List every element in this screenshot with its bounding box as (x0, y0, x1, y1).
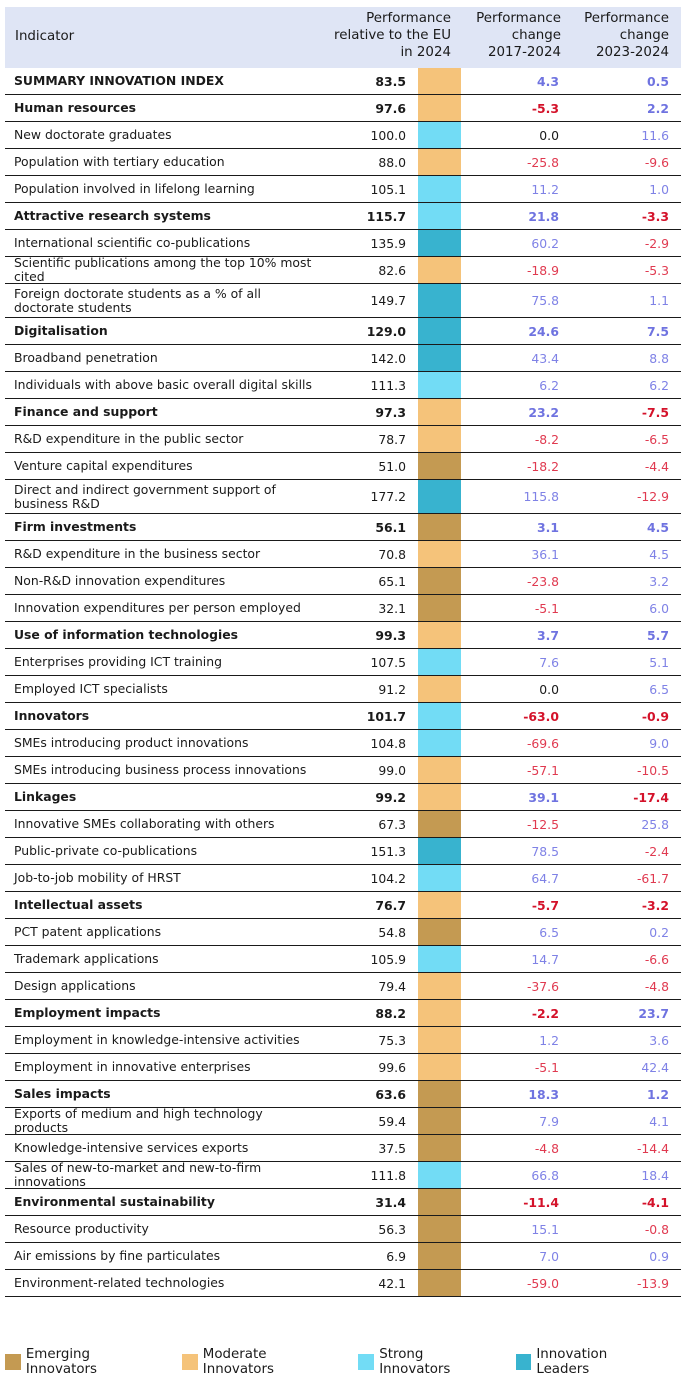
change-2023-2024-value: 23.7 (638, 1005, 669, 1021)
indicator-name: Sales impacts (14, 1086, 111, 1101)
change-2023-2024-value: -4.1 (641, 1194, 669, 1210)
table-row (5, 480, 681, 514)
performance-relative-value: 88.2 (375, 1005, 406, 1021)
change-2023-2024-value: -4.4 (644, 458, 669, 474)
header-change-2023-2024 (563, 10, 669, 61)
header-change-long-line: change (511, 28, 561, 43)
indicator-name: Innovators (14, 708, 90, 723)
table-body (5, 68, 681, 1297)
performance-relative-value: 63.6 (375, 1086, 406, 1102)
change-2023-2024-value: -0.9 (641, 708, 669, 724)
change-2023-2024-value: -17.4 (633, 789, 669, 805)
performance-relative-value: 99.6 (378, 1059, 406, 1075)
table-row (5, 541, 681, 568)
performance-relative-value: 99.2 (375, 789, 406, 805)
table-row (5, 426, 681, 453)
table-row-section (5, 318, 681, 345)
table-row (5, 149, 681, 176)
indicator-name: Knowledge-intensive services exports (14, 1140, 249, 1155)
table-row (5, 757, 681, 784)
performance-relative-value: 151.3 (370, 843, 406, 859)
change-2017-2024-value: 66.8 (531, 1167, 559, 1183)
performance-relative-value: 100.0 (370, 127, 406, 143)
indicator-name: International scientific co-publications (14, 235, 251, 250)
change-2023-2024-value: 25.8 (641, 816, 669, 832)
change-2017-2024-value: -8.2 (534, 431, 559, 447)
table-row (5, 865, 681, 892)
table-row (5, 453, 681, 480)
indicator-name: Air emissions by fine particulates (14, 1248, 221, 1263)
change-2023-2024-value: 1.0 (649, 181, 669, 197)
change-2023-2024-value: 9.0 (649, 735, 669, 751)
indicator-name: Scientific publications among the top 10% most cited (14, 255, 312, 284)
change-2023-2024-value: -3.3 (641, 208, 669, 224)
table-row (5, 122, 681, 149)
change-2017-2024-value: 43.4 (531, 350, 559, 366)
table-row-section (5, 703, 681, 730)
change-2017-2024-value: 24.6 (528, 323, 559, 339)
table-row (5, 1027, 681, 1054)
table-row (5, 568, 681, 595)
table-row-section (5, 784, 681, 811)
table-row (5, 676, 681, 703)
performance-relative-value: 76.7 (375, 897, 406, 913)
indicator-name: Job-to-job mobility of HRST (14, 870, 181, 885)
change-2017-2024-value: 18.3 (528, 1086, 559, 1102)
performance-relative-value: 56.1 (375, 519, 406, 535)
change-2017-2024-value: 64.7 (531, 870, 559, 886)
header-performance-relative-line: Performance (366, 11, 451, 26)
table-row-section (5, 203, 681, 230)
change-2017-2024-value: 60.2 (531, 235, 559, 251)
change-2023-2024-value: 4.1 (649, 1113, 669, 1129)
indicator-name: Digitalisation (14, 323, 108, 338)
performance-relative-value: 105.1 (370, 181, 406, 197)
table-row-section (5, 95, 681, 122)
change-2023-2024-value: 3.2 (649, 573, 669, 589)
table-row-section (5, 622, 681, 649)
indicator-name: Employed ICT specialists (14, 681, 168, 696)
change-2017-2024-value: 15.1 (531, 1221, 559, 1237)
indicator-name: New doctorate graduates (14, 127, 172, 142)
change-2023-2024-value: 6.0 (649, 600, 669, 616)
performance-relative-value: 101.7 (366, 708, 406, 724)
indicator-name: Linkages (14, 789, 77, 804)
legend-swatch (5, 1354, 21, 1370)
performance-relative-value: 54.8 (378, 924, 406, 940)
table-row (5, 1162, 681, 1189)
legend-label: Moderate Innovators (202, 1347, 274, 1377)
table-row (5, 838, 681, 865)
table-row (5, 919, 681, 946)
performance-relative-value: 111.3 (370, 377, 406, 393)
indicator-name: Venture capital expenditures (14, 458, 193, 473)
table-row-section (5, 1000, 681, 1027)
table-row-section (5, 399, 681, 426)
change-2017-2024-value: -11.4 (523, 1194, 559, 1210)
change-2017-2024-value: 6.5 (539, 924, 559, 940)
change-2023-2024-value: -0.8 (644, 1221, 669, 1237)
performance-relative-value: 32.1 (378, 600, 406, 616)
legend-item (182, 1347, 340, 1377)
header-change-short-line: 2023-2024 (596, 45, 669, 60)
change-2023-2024-value: -4.8 (644, 978, 669, 994)
change-2023-2024-value: -2.4 (644, 843, 669, 859)
performance-relative-value: 99.3 (375, 627, 406, 643)
change-2017-2024-value: 6.2 (539, 377, 559, 393)
header-change-2017-2024 (453, 10, 561, 61)
performance-relative-value: 83.5 (375, 73, 406, 89)
change-2017-2024-value: -57.1 (526, 762, 559, 778)
header-indicator: Indicator (15, 29, 75, 44)
performance-relative-value: 99.0 (378, 762, 406, 778)
change-2023-2024-value: 4.5 (647, 519, 669, 535)
performance-relative-value: 88.0 (378, 154, 406, 170)
performance-relative-value: 135.9 (370, 235, 406, 251)
change-2017-2024-value: -5.3 (531, 100, 559, 116)
table-row-section (5, 1189, 681, 1216)
change-2017-2024-value: 14.7 (531, 951, 559, 967)
change-2017-2024-value: 23.2 (528, 404, 559, 420)
legend (5, 1347, 681, 1377)
change-2017-2024-value: -4.8 (534, 1140, 559, 1156)
change-2017-2024-value: -23.8 (526, 573, 559, 589)
indicator-name: Innovation expenditures per person employed (14, 600, 301, 615)
indicator-name: Resource productivity (14, 1221, 149, 1236)
legend-swatch (358, 1354, 374, 1370)
performance-relative-value: 56.3 (378, 1221, 406, 1237)
performance-relative-value: 104.2 (370, 870, 406, 886)
change-2023-2024-value: 8.8 (649, 350, 669, 366)
performance-relative-value: 115.7 (366, 208, 406, 224)
change-2023-2024-value: 0.2 (649, 924, 669, 940)
header-change-short-line: change (619, 28, 669, 43)
performance-relative-value: 42.1 (378, 1275, 406, 1291)
indicator-name: R&D expenditure in the business sector (14, 546, 261, 561)
table-row (5, 257, 681, 284)
change-2023-2024-value: -61.7 (636, 870, 669, 886)
header-performance-relative (323, 10, 451, 61)
table-row (5, 176, 681, 203)
change-2017-2024-value: -12.5 (526, 816, 559, 832)
performance-relative-value: 97.3 (375, 404, 406, 420)
change-2023-2024-value: 5.7 (647, 627, 669, 643)
change-2023-2024-value: 0.9 (649, 1248, 669, 1264)
performance-relative-value: 104.8 (370, 735, 406, 751)
change-2023-2024-value: 18.4 (641, 1167, 669, 1183)
indicator-name: Population involved in lifelong learning (14, 181, 255, 196)
table-row (5, 1054, 681, 1081)
indicator-name: Attractive research systems (14, 208, 211, 223)
indicator-name: SUMMARY INNOVATION INDEX (14, 73, 224, 88)
legend-label: Innovation Leaders (536, 1347, 608, 1377)
change-2017-2024-value: -59.0 (526, 1275, 559, 1291)
change-2023-2024-value: -6.5 (644, 431, 669, 447)
performance-relative-value: 78.7 (378, 431, 406, 447)
indicator-name: SMEs introducing product innovations (14, 735, 249, 750)
indicator-name: Public-private co-publications (14, 843, 198, 858)
table-row (5, 1270, 681, 1297)
performance-relative-value: 91.2 (378, 681, 406, 697)
indicator-name: Design applications (14, 978, 136, 993)
change-2017-2024-value: 21.8 (528, 208, 559, 224)
change-2017-2024-value: -18.2 (526, 458, 559, 474)
change-2023-2024-value: -14.4 (636, 1140, 669, 1156)
change-2017-2024-value: 7.6 (539, 654, 559, 670)
table-row (5, 1135, 681, 1162)
table-header (5, 7, 681, 68)
indicator-name: Direct and indirect government support of business R&D (14, 481, 276, 511)
performance-relative-value: 51.0 (378, 458, 406, 474)
legend-item (358, 1347, 497, 1377)
change-2017-2024-value: 3.1 (537, 519, 559, 535)
change-2023-2024-value: -12.9 (636, 489, 669, 504)
indicator-name: Population with tertiary education (14, 154, 225, 169)
change-2023-2024-value: 1.1 (649, 293, 669, 308)
table-row-section (5, 892, 681, 919)
change-2023-2024-value: -3.2 (641, 897, 669, 913)
performance-relative-value: 82.6 (378, 262, 406, 278)
change-2023-2024-value: 42.4 (641, 1059, 669, 1075)
change-2017-2024-value: -2.2 (531, 1005, 559, 1021)
change-2017-2024-value: -5.1 (534, 1059, 559, 1075)
change-2023-2024-value: -2.9 (644, 235, 669, 251)
change-2023-2024-value: 11.6 (641, 127, 669, 143)
indicator-name: Employment in knowledge-intensive activities (14, 1032, 300, 1047)
indicator-name: Foreign doctorate students as a % of all doctorate students (14, 285, 261, 315)
change-2017-2024-value: 11.2 (531, 181, 559, 197)
performance-relative-value: 65.1 (378, 573, 406, 589)
table-row-section (5, 514, 681, 541)
change-2017-2024-value: -63.0 (523, 708, 559, 724)
indicator-name: Exports of medium and high technology products (14, 1106, 263, 1135)
indicator-name: Use of information technologies (14, 627, 239, 642)
change-2017-2024-value: 78.5 (531, 843, 559, 859)
performance-relative-value: 111.8 (370, 1167, 406, 1183)
legend-item (5, 1347, 164, 1377)
performance-relative-value: 6.9 (386, 1248, 406, 1264)
performance-relative-value: 105.9 (370, 951, 406, 967)
header-performance-relative-line: in 2024 (400, 45, 451, 60)
change-2023-2024-value: 4.5 (649, 546, 669, 562)
table-row (5, 1216, 681, 1243)
indicator-name: Firm investments (14, 519, 137, 534)
table-row (5, 230, 681, 257)
legend-item (516, 1347, 663, 1377)
innovation-scoreboard-table (5, 7, 681, 1297)
table-row (5, 811, 681, 838)
change-2023-2024-value: -10.5 (636, 762, 669, 778)
performance-relative-value: 107.5 (370, 654, 406, 670)
indicator-name: Employment in innovative enterprises (14, 1059, 251, 1074)
change-2023-2024-value: 0.5 (647, 73, 669, 89)
change-2017-2024-value: -25.8 (526, 154, 559, 170)
change-2017-2024-value: 36.1 (531, 546, 559, 562)
change-2017-2024-value: 0.0 (539, 127, 559, 143)
legend-label: Emerging Innovators (25, 1347, 97, 1377)
change-2017-2024-value: 1.2 (539, 1032, 559, 1048)
change-2023-2024-value: 2.2 (647, 100, 669, 116)
table-row (5, 1243, 681, 1270)
table-row-section (5, 68, 681, 95)
change-2017-2024-value: 0.0 (539, 681, 559, 697)
performance-relative-value: 129.0 (366, 323, 406, 339)
table-row (5, 730, 681, 757)
change-2017-2024-value: 4.3 (537, 73, 559, 89)
performance-relative-value: 142.0 (370, 350, 406, 366)
performance-relative-value: 75.3 (378, 1032, 406, 1048)
change-2017-2024-value: -37.6 (526, 978, 559, 994)
change-2017-2024-value: 7.0 (539, 1248, 559, 1264)
change-2023-2024-value: 1.2 (647, 1086, 669, 1102)
indicator-name: Non-R&D innovation expenditures (14, 573, 226, 588)
indicator-name: Human resources (14, 100, 137, 115)
header-performance-relative-line: relative to the EU (334, 28, 451, 43)
change-2023-2024-value: 6.5 (649, 681, 669, 697)
change-2017-2024-value: -5.7 (531, 897, 559, 913)
change-2017-2024-value: 115.8 (523, 489, 559, 504)
performance-relative-value: 97.6 (375, 100, 406, 116)
change-2023-2024-value: -7.5 (641, 404, 669, 420)
table-row (5, 649, 681, 676)
performance-relative-value: 177.2 (370, 489, 406, 504)
table-row (5, 946, 681, 973)
header-change-short-line: Performance (584, 11, 669, 26)
change-2023-2024-value: 3.6 (649, 1032, 669, 1048)
indicator-name: Finance and support (14, 404, 158, 419)
performance-relative-value: 79.4 (378, 978, 406, 994)
indicator-name: Sales of new-to-market and new-to-firm innovations (14, 1160, 262, 1189)
table-row (5, 345, 681, 372)
header-change-long-line: Performance (476, 11, 561, 26)
table-row (5, 1108, 681, 1135)
table-row (5, 372, 681, 399)
indicator-name: Trademark applications (14, 951, 159, 966)
performance-relative-value: 70.8 (378, 546, 406, 562)
change-2023-2024-value: -9.6 (644, 154, 669, 170)
change-2023-2024-value: 6.2 (649, 377, 669, 393)
table-row-section (5, 1081, 681, 1108)
indicator-name: R&D expenditure in the public sector (14, 431, 244, 446)
change-2017-2024-value: 3.7 (537, 627, 559, 643)
change-2023-2024-value: 5.1 (649, 654, 669, 670)
change-2017-2024-value: 7.9 (539, 1113, 559, 1129)
performance-relative-value: 31.4 (375, 1194, 406, 1210)
performance-relative-value: 59.4 (378, 1113, 406, 1129)
change-2017-2024-value: 75.8 (531, 293, 559, 308)
header-change-long-line: 2017-2024 (488, 45, 561, 60)
indicator-name: Environmental sustainability (14, 1194, 215, 1209)
change-2017-2024-value: -5.1 (534, 600, 559, 616)
indicator-name: PCT patent applications (14, 924, 162, 939)
indicator-name: Individuals with above basic overall digital skills (14, 377, 312, 392)
change-2017-2024-value: -69.6 (526, 735, 559, 751)
table-row (5, 973, 681, 1000)
indicator-name: Enterprises providing ICT training (14, 654, 222, 669)
legend-label: Strong Innovators (379, 1347, 451, 1377)
table-row (5, 284, 681, 318)
change-2017-2024-value: 39.1 (528, 789, 559, 805)
legend-swatch (516, 1354, 532, 1370)
indicator-name: Broadband penetration (14, 350, 158, 365)
performance-relative-value: 67.3 (378, 816, 406, 832)
table-row (5, 595, 681, 622)
indicator-name: SMEs introducing business process innovations (14, 762, 307, 777)
legend-swatch (182, 1354, 198, 1370)
indicator-name: Environment-related technologies (14, 1275, 225, 1290)
change-2017-2024-value: -18.9 (526, 262, 559, 278)
indicator-name: Employment impacts (14, 1005, 161, 1020)
change-2023-2024-value: -5.3 (644, 262, 669, 278)
change-2023-2024-value: -13.9 (636, 1275, 669, 1291)
indicator-name: Intellectual assets (14, 897, 143, 912)
indicator-name: Innovative SMEs collaborating with others (14, 816, 275, 831)
performance-relative-value: 37.5 (378, 1140, 406, 1156)
performance-relative-value: 149.7 (370, 293, 406, 308)
change-2023-2024-value: -6.6 (644, 951, 669, 967)
change-2023-2024-value: 7.5 (647, 323, 669, 339)
